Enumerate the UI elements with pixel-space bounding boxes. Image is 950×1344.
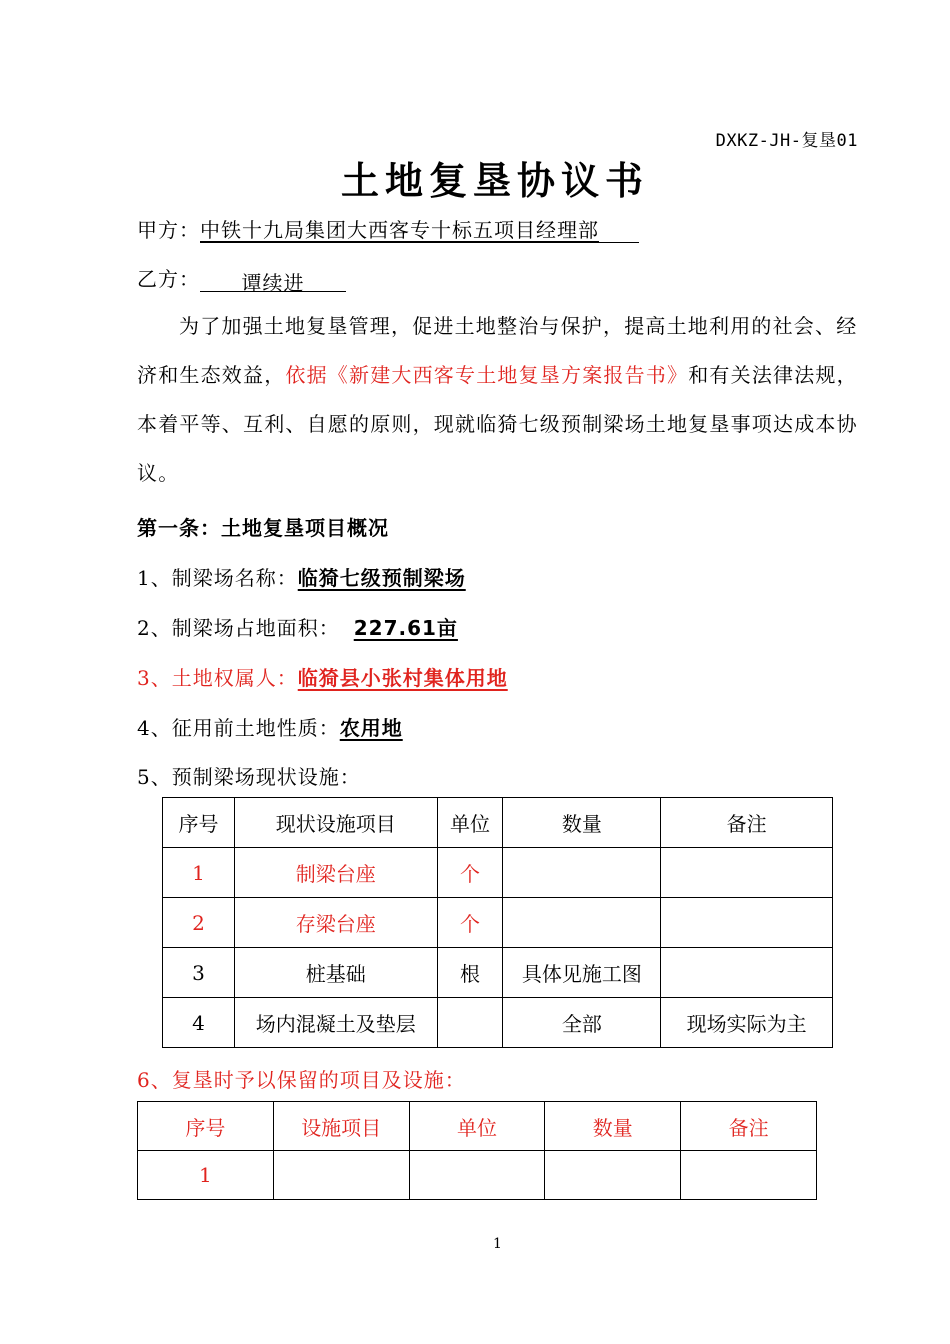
table-header-cell: 设施项目: [273, 1102, 409, 1151]
table-cell: 1: [163, 848, 235, 898]
party-a-blank: [599, 218, 639, 243]
item-4: [137, 712, 403, 741]
item-3: [137, 662, 508, 691]
page-number: 1: [493, 1236, 502, 1252]
item-5-label: 5、预制梁场现状设施：: [137, 765, 361, 789]
item-1-value: 临猗七级预制梁场: [297, 566, 466, 590]
intro-part2-red: 依据《新建大西客专土地复垦方案报告书》: [285, 363, 689, 387]
table-cell: 个: [437, 898, 503, 948]
table-header-cell: 备注: [681, 1102, 817, 1151]
document-code: DXKZ-JH-复垦01: [715, 131, 858, 151]
table-cell: 个: [437, 848, 503, 898]
article1-heading: 第一条：土地复垦项目概况: [137, 516, 389, 540]
table-cell: 3: [163, 948, 235, 998]
item-1: [137, 562, 466, 591]
table-cell: 根: [437, 948, 503, 998]
party-a-label: 甲方：: [137, 218, 200, 242]
party-b-line: [137, 263, 346, 295]
table-row: [163, 898, 833, 948]
table-row: [163, 948, 833, 998]
table-cell: 1: [138, 1151, 274, 1200]
table-cell: 制梁台座: [234, 848, 437, 898]
table-cell: [409, 1151, 545, 1200]
table-cell: [661, 848, 833, 898]
table-cell: 4: [163, 998, 235, 1048]
party-b-value: 谭续进: [200, 267, 346, 292]
table-header-cell: 序号: [163, 798, 235, 848]
table-cell: [681, 1151, 817, 1200]
item-3-value: 临猗县小张村集体用地: [297, 666, 508, 690]
table-cell: 桩基础: [234, 948, 437, 998]
table-cell: 存梁台座: [234, 898, 437, 948]
table-cell: [661, 948, 833, 998]
table-header-cell: 数量: [545, 1102, 681, 1151]
item-2-value: 227.61亩: [353, 616, 458, 640]
party-a-line: [137, 214, 639, 243]
retained-facilities-table: [137, 1101, 817, 1200]
table-header-cell: 现状设施项目: [234, 798, 437, 848]
table-cell: [503, 848, 661, 898]
item-4-value: 农用地: [339, 716, 403, 740]
table-cell: [661, 898, 833, 948]
table-cell: 全部: [503, 998, 661, 1048]
item-6: 6、复垦时予以保留的项目及设施：: [137, 1068, 466, 1092]
table-cell: [503, 898, 661, 948]
table-cell: 2: [163, 898, 235, 948]
table-row: [138, 1151, 817, 1200]
table-cell: 现场实际为主: [661, 998, 833, 1048]
table-header-row: [163, 798, 833, 848]
party-a-value: 中铁十九局集团大西客专十标五项目经理部: [200, 218, 599, 242]
intro-paragraph: [137, 302, 867, 498]
table-cell: 场内混凝土及垫层: [234, 998, 437, 1048]
table-cell: [273, 1151, 409, 1200]
item-2-label: 2、制梁场占地面积：: [137, 616, 340, 640]
table-header-cell: 数量: [503, 798, 661, 848]
table-cell: 具体见施工图: [503, 948, 661, 998]
intro-part3: 和有关法律法规，本着平等、互利、自愿的原则，现就临猗七级预制梁场土地复垦事项达成本协议。: [137, 363, 858, 485]
item-4-label: 4、征用前土地性质：: [137, 716, 340, 740]
table-header-cell: 单位: [409, 1102, 545, 1151]
table-cell: [545, 1151, 681, 1200]
table-header-cell: 单位: [437, 798, 503, 848]
table-row: [163, 998, 833, 1048]
table-row: [163, 848, 833, 898]
table-header-cell: 序号: [138, 1102, 274, 1151]
item-1-label: 1、制梁场名称：: [137, 566, 298, 590]
current-facilities-table: [162, 797, 833, 1048]
item-5: [137, 761, 361, 790]
intro-part1: 为了加强土地复垦管理，促进土地整治与保护，提高土地利用的社会、经济和生态效益，: [137, 314, 858, 387]
item-2: [137, 612, 458, 641]
table-cell: [437, 998, 503, 1048]
item-3-label: 3、土地权属人：: [137, 666, 298, 690]
table-header-row: [138, 1102, 817, 1151]
party-b-label: 乙方：: [137, 267, 200, 291]
table-header-cell: 备注: [661, 798, 833, 848]
document-title: 土地复垦协议书: [340, 159, 649, 203]
